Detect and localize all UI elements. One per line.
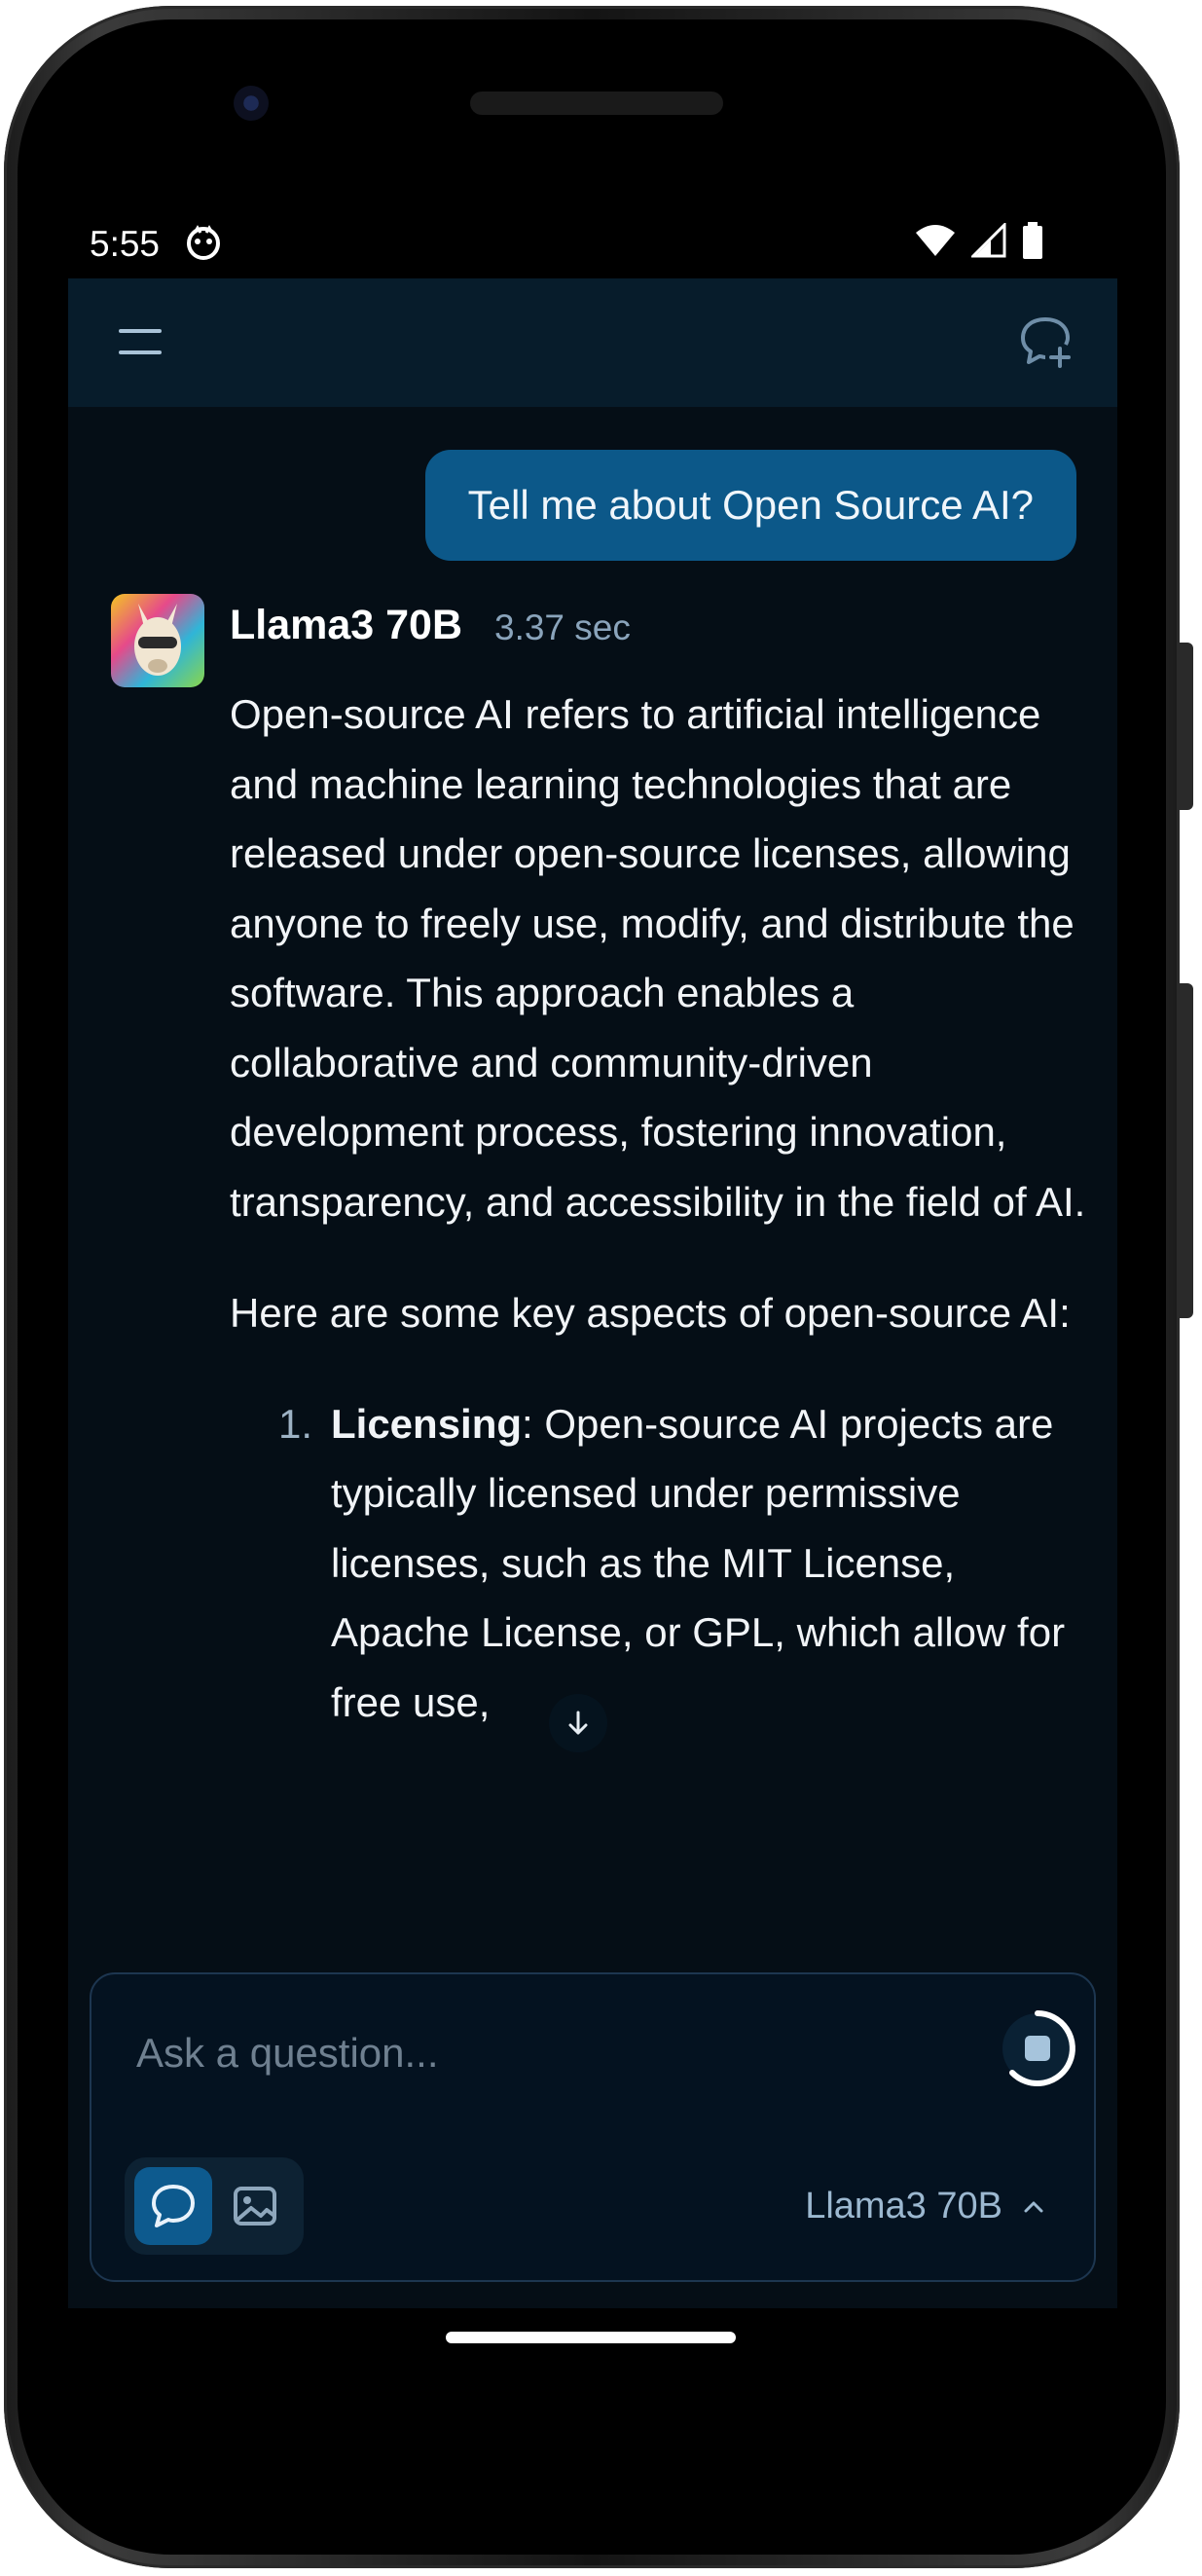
image-mode-button[interactable] [216, 2167, 294, 2245]
model-selector-label: Llama3 70B [805, 2185, 1002, 2226]
chevron-up-icon [1022, 2198, 1045, 2214]
cell-signal-icon [971, 223, 1006, 267]
response-paragraph: Here are some key aspects of open-source AI: [230, 1290, 1071, 1336]
message-composer [90, 1972, 1096, 2282]
status-bar [68, 204, 1117, 278]
battery-icon [1022, 222, 1043, 268]
volume-button [1180, 983, 1193, 1318]
front-camera [234, 86, 269, 121]
response-time: 3.37 sec [494, 607, 631, 647]
assistant-response [230, 680, 1086, 1737]
list-item-title: Licensing [331, 1400, 523, 1447]
chat-mode-button[interactable] [134, 2167, 212, 2245]
hamburger-menu-icon[interactable] [119, 321, 162, 364]
home-indicator[interactable] [446, 2332, 736, 2343]
list-item-text: : Open-source AI projects are typically licensed under permissive licenses, such as the MIT License, Apache License, or GPL, which allow for free use, [331, 1400, 1066, 1725]
list-item [278, 1389, 1086, 1738]
new-chat-icon[interactable] [1017, 313, 1074, 370]
status-time: 5:55 [90, 224, 161, 264]
arrow-down-icon [564, 1709, 593, 1738]
app-screen [68, 204, 1117, 2308]
assistant-name: Llama3 70B [230, 602, 463, 648]
app-bar [68, 278, 1117, 407]
stop-generation-button[interactable] [997, 2007, 1078, 2089]
image-icon [232, 2183, 278, 2229]
response-list [230, 1389, 1086, 1738]
power-button [1180, 643, 1193, 810]
response-paragraph: Open-source AI refers to artificial intelligence and machine learning technologies that are released under open-source licenses, allowing anyone to freely use, modify, and distribute the software. This approach enables a collaborative and community-driven development process, fostering innovation, transparency, and accessibility in the field of AI. [230, 691, 1086, 1225]
earpiece-speaker [470, 92, 723, 115]
app-notification-icon [185, 224, 222, 270]
wifi-icon [915, 223, 956, 267]
list-item-number: 1. [278, 1400, 313, 1447]
scroll-to-bottom-button[interactable] [549, 1694, 607, 1752]
llama-avatar [111, 594, 204, 687]
question-input[interactable] [134, 2013, 975, 2093]
model-selector[interactable] [805, 2175, 1045, 2237]
user-message-bubble: Tell me about Open Source AI? [425, 450, 1076, 561]
mode-toggle [125, 2157, 304, 2255]
chat-bubble-icon [148, 2181, 199, 2231]
